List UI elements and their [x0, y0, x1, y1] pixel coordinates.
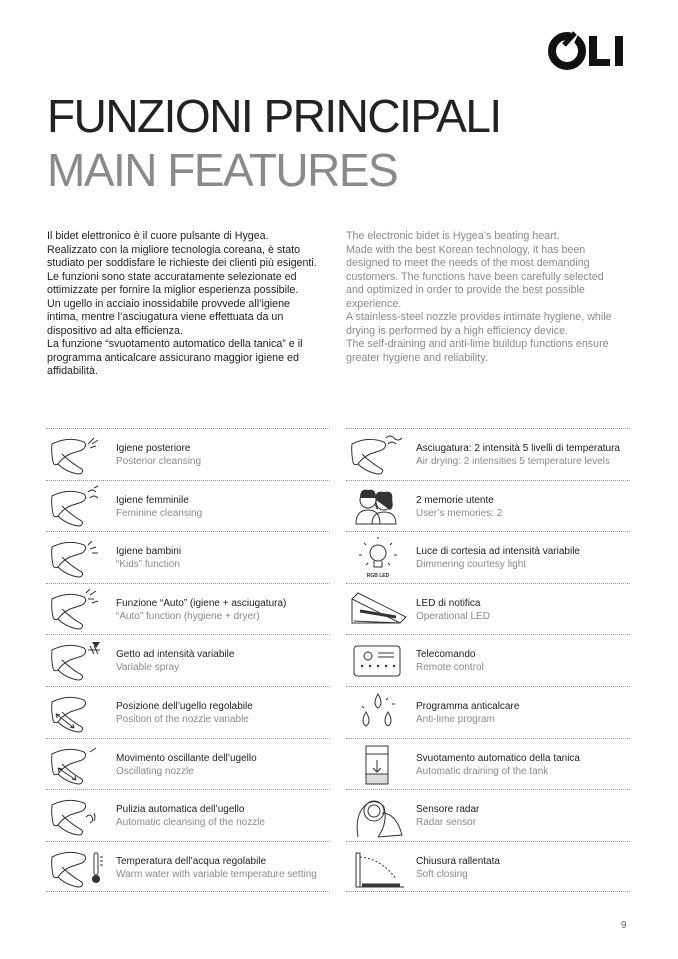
feature-row	[346, 428, 630, 480]
feature-row	[46, 531, 330, 583]
air-dryer-icon	[348, 432, 406, 476]
title-italian: FUNZIONI PRINCIPALI	[47, 90, 501, 142]
feature-label-italian: 2 memorie utente	[416, 494, 494, 506]
feature-row	[46, 789, 330, 841]
feature-label-english: “Auto” function (hygiene + dryer)	[116, 610, 260, 622]
intro-line: studiato per soddisfare le richieste dei clienti più esigenti.	[47, 257, 317, 269]
variable-spray-icon	[48, 638, 106, 682]
svg-text:RGB LED: RGB LED	[366, 573, 390, 580]
water-drops-icon	[348, 690, 406, 734]
feature-label-italian: Movimento oscillante dell’ugello	[116, 752, 257, 764]
remote-control-icon	[348, 638, 406, 682]
logo-text: OLI	[549, 29, 551, 30]
feature-row	[346, 634, 630, 686]
intro-italian	[47, 230, 329, 379]
feature-label-english: Anti-lime program	[416, 713, 495, 725]
intro-line: The self-draining and anti-lime buildup functions ensure	[346, 338, 609, 350]
kids-nozzle-icon	[48, 535, 106, 579]
feature-row	[346, 738, 630, 790]
intro-line: greater hygiene and reliability.	[346, 351, 488, 364]
features-left-column	[46, 428, 330, 892]
feature-label-english: Position of the nozzle variable	[116, 713, 249, 725]
feature-label-english: User’s memories: 2	[416, 507, 503, 519]
water-temperature-icon	[48, 845, 106, 889]
intro-line: and optimized in order to provide the best possible	[346, 284, 585, 296]
feature-label-english: Feminine cleansing	[116, 507, 203, 519]
intro-line: designed to meet the needs of the most demanding	[346, 257, 590, 269]
auto-nozzle-icon	[48, 587, 106, 631]
nozzle-cleaning-icon	[48, 793, 106, 837]
feature-label-english: Posterior cleansing	[116, 456, 202, 467]
feature-label-english: Dimmering courtesy light	[416, 559, 527, 571]
oli-logo	[549, 29, 629, 73]
intro-line: ottimizzate per fornire la miglior esperienza possibile.	[47, 284, 299, 296]
intro-english	[346, 230, 628, 365]
feature-label-italian: Funzione “Auto” (igiene + asciugatura)	[116, 597, 287, 609]
feature-label-english: “Kids” function	[116, 559, 180, 571]
intro-line: dispositivo ad alta efficienza.	[47, 324, 183, 337]
feature-row	[46, 480, 330, 532]
feature-label-italian: Telecomando	[416, 649, 476, 661]
radar-sensor-icon	[348, 793, 406, 837]
intro-line: Made with the best Korean technology, it has been	[346, 243, 586, 256]
feature-label-italian: Posizione dell’ugello regolabile	[116, 700, 253, 712]
feature-row	[46, 738, 330, 790]
intro-line: customers. The functions have been carefully selected	[346, 270, 604, 283]
feature-label-italian: Igiene posteriore	[116, 443, 191, 454]
feature-label-english: Radar sensor	[416, 817, 477, 829]
feature-label-english: Oscillating nozzle	[116, 765, 194, 777]
intro-line: drying is performed by a high efficiency device.	[346, 324, 568, 337]
feature-row	[346, 686, 630, 738]
feature-label-english: Air drying: 2 intensities 5 temperature levels	[416, 456, 610, 467]
feature-row	[346, 583, 630, 635]
feature-row	[346, 841, 630, 893]
intro-line: La funzione “svuotamento automatico della tanica” e il	[47, 338, 303, 350]
intro-line: A stainless-steel nozzle provides intimate hygiene, while	[346, 311, 612, 323]
feature-label-english: Automatic draining of the tank	[416, 765, 549, 777]
feature-label-english: Variable spray	[116, 662, 180, 674]
feature-label-italian: Chiusura rallentata	[416, 855, 500, 867]
feature-row	[46, 583, 330, 635]
feature-label-italian: Igiene femminile	[116, 494, 189, 506]
feature-label-italian: LED di notifica	[416, 597, 481, 609]
feature-row	[346, 789, 630, 841]
feature-row	[346, 531, 630, 583]
feature-label-italian: Temperatura dell’acqua regolabile	[116, 855, 267, 867]
intro-line: Un ugello in acciaio inossidabile provvede all’igiene	[47, 297, 290, 310]
feature-label-italian: Luce di cortesia ad intensità variabile	[416, 546, 580, 558]
intro-line: Realizzato con la migliore tecnologia coreana, è stato	[47, 243, 301, 256]
tank-drain-icon	[348, 742, 406, 786]
oscillating-nozzle-icon	[48, 742, 106, 786]
notification-led-icon	[348, 587, 406, 631]
intro-line: programma anticalcare assicurano maggior igiene ed	[47, 351, 299, 364]
soft-close-lid-icon	[348, 845, 406, 889]
two-users-icon	[348, 484, 406, 528]
posterior-nozzle-icon	[48, 432, 106, 476]
feature-row	[46, 634, 330, 686]
intro-line: affidabilità.	[47, 365, 98, 377]
page-number: 9	[621, 920, 627, 931]
feature-label-english: Soft closing	[416, 868, 468, 880]
feature-label-italian: Svuotamento automatico della tanica	[416, 752, 580, 764]
intro-line: intima, mentre l’asciugatura viene effettuata da un	[47, 311, 284, 323]
feature-row	[46, 428, 330, 480]
features-right-column	[346, 428, 630, 892]
title-english: MAIN FEATURES	[47, 144, 398, 196]
intro-line: experience.	[346, 297, 402, 310]
feature-row	[46, 841, 330, 893]
feature-label-italian: Igiene bambini	[116, 546, 182, 558]
feature-label-english: Warm water with variable temperature setting	[116, 868, 317, 880]
rgb-led-bulb-icon	[348, 535, 406, 579]
feature-label-italian: Programma anticalcare	[416, 700, 520, 712]
feature-label-italian: Asciugatura: 2 intensità 5 livelli di temperatura	[416, 443, 620, 454]
feature-label-english: Operational LED	[416, 610, 490, 622]
nozzle-position-icon	[48, 690, 106, 734]
feature-label-italian: Pulizia automatica dell’ugello	[116, 804, 245, 816]
intro-line: Le funzioni sono state accuratamente selezionate ed	[47, 270, 297, 283]
feature-label-english: Automatic cleansing of the nozzle	[116, 817, 265, 829]
feminine-nozzle-icon	[48, 484, 106, 528]
feature-label-italian: Getto ad intensità variabile	[116, 649, 235, 661]
feature-row	[46, 686, 330, 738]
intro-line: Il bidet elettronico è il cuore pulsante di Hygea.	[47, 230, 269, 242]
feature-row	[346, 480, 630, 532]
feature-label-italian: Sensore radar	[416, 804, 480, 816]
feature-label-english: Remote control	[416, 662, 484, 674]
intro-line: The electronic bidet is Hygea’s beating heart.	[346, 230, 560, 242]
